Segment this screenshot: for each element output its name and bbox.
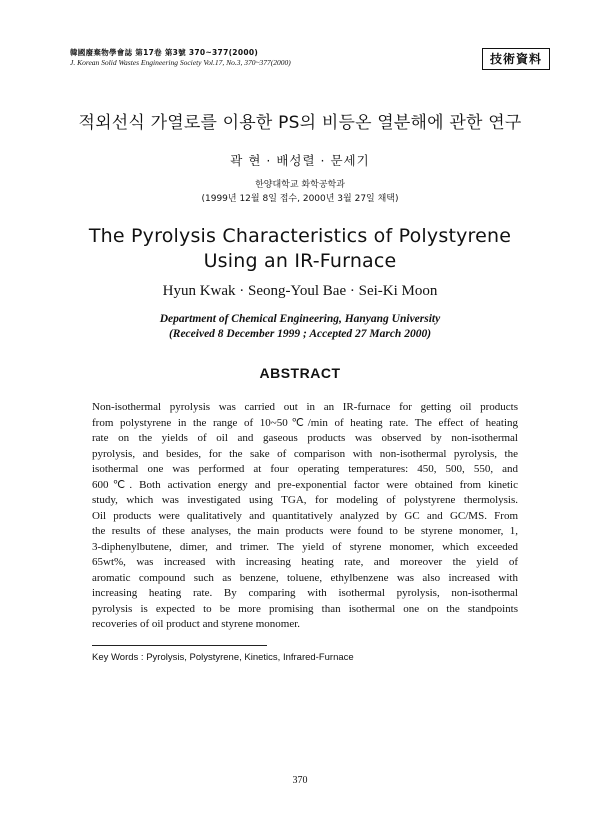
abstract-line: 65wt%, was increased with increasing heating rate, and moreover the yield of: [92, 556, 518, 568]
korean-affiliation: 한양대학교 화학공학과: [255, 180, 345, 190]
section-badge: 技術資料: [482, 48, 550, 70]
journal-title-korean: 韓國廢棄物學會誌 第17卷 第3號 370~377(2000): [70, 48, 259, 57]
korean-title: 적외선식 가열로를 이용한 PS의 비등온 열분해에 관한 연구: [78, 113, 522, 133]
abstract-body: [92, 400, 518, 633]
abstract-line: isothermal one was performed at four operating temperatures: 450, 500, 550, and: [92, 463, 518, 475]
abstract-line: the results of these analyses, the main products were found to be styrene monomer, 1,: [92, 525, 518, 537]
journal-header: [70, 48, 400, 68]
abstract-line: from polystyrene in the range of 10~50℃/min of heating rate. The effect of heating: [92, 416, 518, 429]
english-department: Department of Chemical Engineering, Hanyang University: [159, 313, 441, 325]
abstract-line: increasing heating rate. By comparing with isothermal pyrolysis, non-isothermal: [92, 587, 518, 599]
korean-authors: 곽 현 · 배성렬 · 문세기: [230, 153, 370, 168]
journal-title-english: J. Korean Solid Wastes Engineering Society Vol.17, No.3, 370~377(2000): [70, 58, 291, 67]
english-title-line: Using an IR-Furnace: [203, 250, 397, 272]
english-authors: Hyun Kwak · Seong-Youl Bae · Sei-Ki Moon: [162, 283, 438, 299]
keywords-divider: [92, 645, 267, 646]
abstract-line: recoveries of oil product and styrene monomer.: [92, 618, 301, 630]
abstract-line: 3-diphenylbutene, dimer, and trimer. The yield of styrene monomer, which exceeded: [92, 540, 518, 553]
abstract-line: 600℃. Both activation energy and pre-exponential factor were obtained from kinetic: [92, 478, 518, 491]
abstract-line: Non-isothermal pyrolysis was carried out in an IR-furnace for getting oil products: [92, 401, 518, 413]
abstract-line: rate on the yields of oil and gaseous products was observed by non-isothermal: [92, 432, 518, 444]
english-dates: (Received 8 December 1999 ; Accepted 27 March 2000): [168, 328, 432, 340]
korean-affiliation-block: [40, 178, 560, 206]
abstract-line: pyrolysis is expected to be more promising than isothermal one on the standpoints: [92, 602, 518, 615]
keywords: Key Words : Pyrolysis, Polystyrene, Kinetics, Infrared-Furnace: [92, 652, 354, 663]
english-title-line: The Pyrolysis Characteristics of Polystyrene: [88, 225, 512, 247]
abstract-line: pyrolysis, and besides, for the sake of comparison with non-isothermal pyrolysis, the: [92, 447, 518, 460]
page-number: 370: [292, 775, 308, 786]
english-title: [60, 224, 540, 274]
korean-dates: (1999년 12월 8일 접수, 2000년 3월 27일 채택): [201, 194, 399, 204]
abstract-line: Oil products were qualitatively and quantitatively analyzed by GC and GC/MS. From: [92, 509, 518, 522]
abstract-line: study, which was investigated using TGA, for modeling of polystyrene thermolysis.: [92, 494, 518, 506]
abstract-line: aromatic compound such as benzene, toluene, ethylbenzene was also increased with: [92, 571, 518, 584]
abstract-heading: ABSTRACT: [259, 365, 341, 381]
english-affiliation-block: [40, 312, 560, 342]
